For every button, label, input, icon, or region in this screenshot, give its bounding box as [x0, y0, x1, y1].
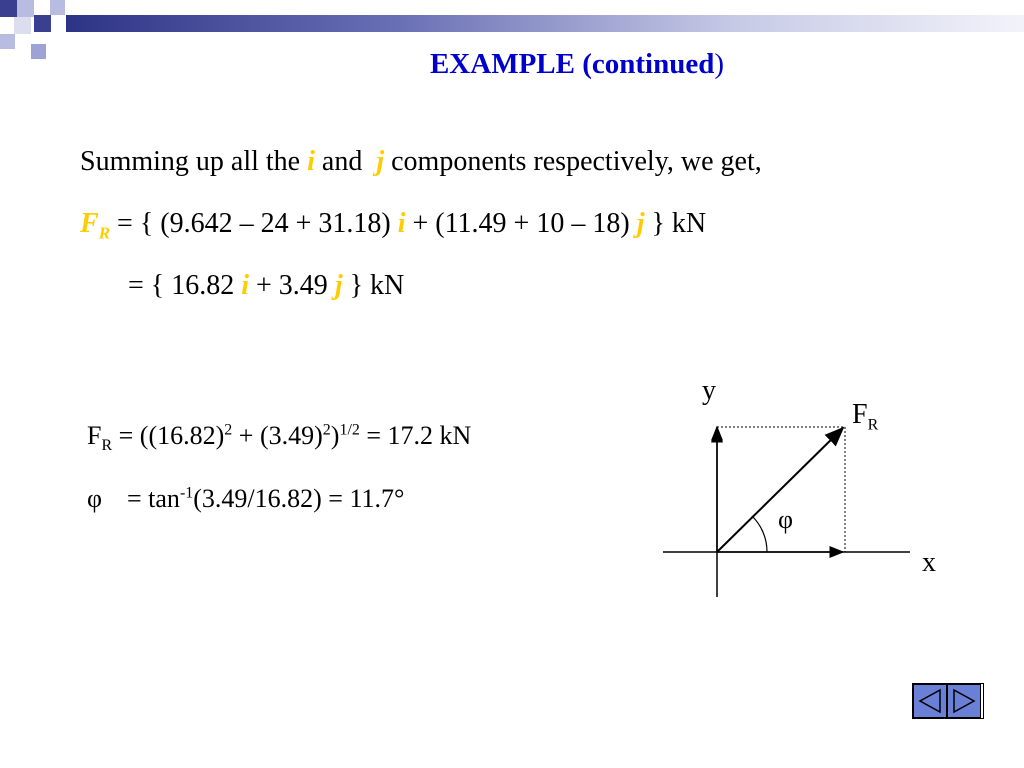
text-run: + (3.49): [232, 421, 323, 450]
previous-slide-button[interactable]: [913, 684, 947, 718]
magnitude-equation: [87, 421, 471, 455]
text-run: = { 16.82: [128, 270, 242, 301]
decor-square: [50, 0, 65, 15]
exponent: 2: [322, 421, 331, 439]
unit-vector-j: j: [636, 208, 645, 239]
resultant-F: F: [80, 208, 99, 239]
resultant-label-F: F: [852, 399, 868, 430]
phi-symbol: φ: [87, 484, 103, 513]
summing-line: [80, 146, 762, 178]
angle-arc: [752, 516, 767, 552]
text-run: } kN: [644, 208, 707, 239]
unit-vector-i: i: [397, 208, 406, 239]
vector-diagram: [660, 375, 960, 610]
magnitude-F: F: [87, 421, 102, 450]
text-run: Summing up all the: [80, 146, 308, 177]
exponent: 2: [224, 421, 233, 439]
resultant-subscript: R: [98, 223, 111, 243]
title-paren: ): [714, 48, 725, 80]
resultant-simplified: [128, 270, 404, 302]
angle-label: φ: [778, 505, 794, 534]
magnitude-subscript: R: [101, 437, 113, 455]
text-run: } kN: [342, 270, 405, 301]
text-run: components respectively, we get,: [384, 146, 762, 177]
header-gradient-bar: [66, 15, 1024, 32]
slide-title: [0, 48, 1024, 81]
triangle-left-icon: [918, 688, 942, 714]
x-axis-label: x: [922, 547, 936, 578]
text-run: and: [314, 146, 370, 177]
decor-square: [17, 0, 34, 17]
decor-square: [14, 17, 31, 34]
unit-vector-j: j: [334, 270, 343, 301]
decor-square: [0, 34, 15, 49]
angle-equation: [87, 484, 404, 514]
text-run: + (11.49 + 10 – 18): [405, 208, 637, 239]
decor-square: [0, 0, 17, 17]
next-slide-button[interactable]: [947, 684, 981, 718]
resultant-equation: [80, 208, 706, 244]
resultant-symbol: [80, 208, 111, 243]
unit-vector-i: i: [307, 146, 315, 177]
vector-diagram-svg: [660, 375, 960, 605]
text-run: = ((16.82): [112, 421, 225, 450]
exponent: 1/2: [339, 421, 360, 439]
slide-navigation: [912, 683, 984, 719]
decor-square: [34, 15, 51, 32]
resultant-label-subscript: R: [867, 416, 879, 434]
title-text: EXAMPLE (continued: [429, 48, 715, 80]
unit-vector-i: i: [241, 270, 250, 301]
unit-vector-j: j: [376, 146, 385, 177]
resultant-label: [852, 399, 878, 435]
text-run: + 3.49: [249, 270, 335, 301]
exponent: -1: [179, 484, 194, 502]
text-run: ): [330, 421, 340, 450]
triangle-right-icon: [952, 688, 976, 714]
text-run: = { (9.642 – 24 + 31.18): [110, 208, 398, 239]
y-axis-label: y: [702, 375, 716, 406]
text-run: (3.49/16.82) = 11.7°: [193, 484, 405, 513]
text-run: = tan: [127, 484, 180, 513]
text-run: = 17.2 kN: [359, 421, 472, 450]
